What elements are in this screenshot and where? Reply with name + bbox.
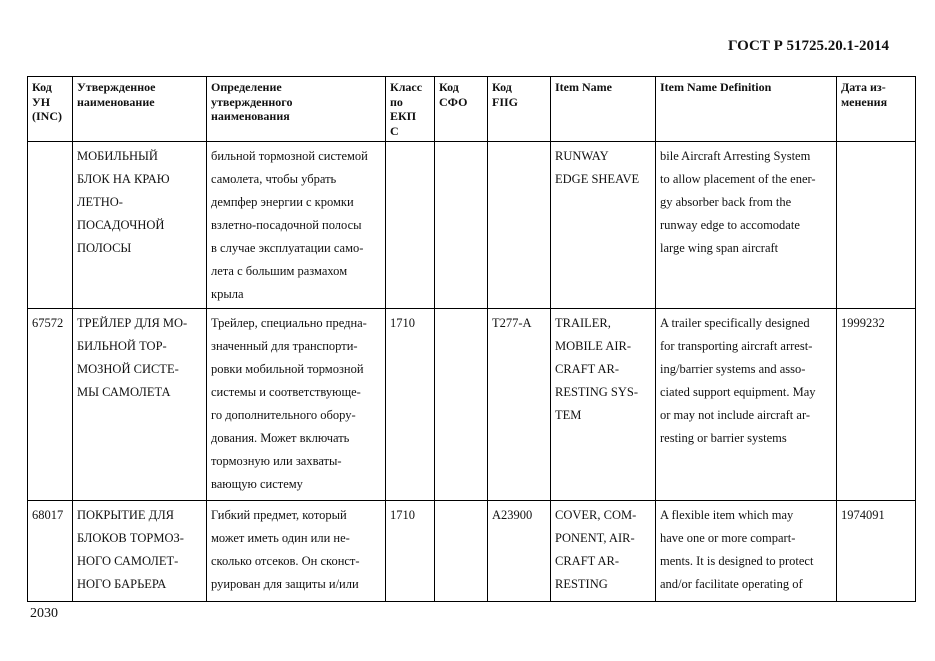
cell-line: НОГО САМОЛЕТ- <box>77 554 179 568</box>
cell-line: ТРЕЙЛЕР ДЛЯ МО- <box>77 316 188 330</box>
cell-line: ПОКРЫТИЕ ДЛЯ <box>77 508 175 522</box>
cell-class <box>386 309 435 501</box>
cell-line: крыла <box>211 287 244 301</box>
cell-line: gy absorber back from the <box>660 195 792 209</box>
cell-line: МОЗНОЙ СИСТЕ- <box>77 362 179 376</box>
cell-value: 1974091 <box>841 508 885 522</box>
cell-line: and/or facilitate operating of <box>660 577 803 591</box>
cell-line: A flexible item which may <box>660 508 794 522</box>
cell-value: 68017 <box>32 508 64 522</box>
header-row <box>28 77 916 142</box>
cell-line: бильной тормозной системой <box>211 149 368 163</box>
cell-definition <box>207 501 386 602</box>
cell-line: for transporting aircraft arrest- <box>660 339 813 353</box>
header-line: УН <box>32 94 51 109</box>
cell-line: Трейлер, специально предна- <box>211 316 367 330</box>
cell-item-def <box>656 309 837 501</box>
cell-fiig <box>488 309 551 501</box>
header-line: наименование <box>77 94 155 109</box>
cell-line: ЛЕТНО- <box>77 195 123 209</box>
header-line: Определение <box>211 80 282 94</box>
cell-fiig <box>488 501 551 602</box>
header-line: по <box>390 94 403 109</box>
header-item-name <box>551 77 656 142</box>
header-line: Утвержденное <box>77 80 156 94</box>
cell-line: A trailer specifically designed <box>660 316 810 330</box>
cell-class <box>386 501 435 602</box>
header-line: ЕКП <box>390 109 417 123</box>
cell-name <box>73 501 207 602</box>
cell-line: runway edge to accomodate <box>660 218 800 232</box>
cell-line: resting or barrier systems <box>660 431 787 445</box>
header-line: Класс <box>390 80 423 94</box>
cell-line: сколько отсеков. Он сконст- <box>211 554 360 568</box>
cell-line: лета с большим размахом <box>211 264 348 278</box>
cell-line: Гибкий предмет, который <box>211 508 347 522</box>
header-line: Код <box>492 80 512 94</box>
cell-name <box>73 309 207 501</box>
cell-line: МОБИЛЬНЫЙ <box>77 149 158 163</box>
cell-value: 1999232 <box>841 316 885 330</box>
header-class <box>386 77 435 142</box>
cell-line: дования. Может включать <box>211 431 350 445</box>
header-line: СФО <box>439 94 468 109</box>
cell-line: have one or more compart- <box>660 531 796 545</box>
header-line: С <box>390 123 399 138</box>
cell-line: TRAILER, <box>555 316 611 330</box>
cell-line: CRAFT AR- <box>555 554 620 568</box>
cell-date <box>837 309 916 501</box>
cell-line: ПОСАДОЧНОЙ <box>77 218 165 232</box>
cell-value: 1710 <box>390 508 415 522</box>
cell-line: самолета, чтобы убрать <box>211 172 337 186</box>
header-item-def <box>656 77 837 142</box>
cell-line: RESTING SYS- <box>555 385 638 399</box>
cell-class <box>386 142 435 309</box>
cell-line: CRAFT AR- <box>555 362 620 376</box>
table-row <box>28 309 916 501</box>
header-date <box>837 77 916 142</box>
table-row <box>28 142 916 309</box>
cell-inc <box>28 501 73 602</box>
header-line: Item Name Definition <box>660 80 772 94</box>
cell-line: взлетно-посадочной полосы <box>211 218 362 232</box>
cell-item-name <box>551 501 656 602</box>
cell-line: в случае эксплуатации само- <box>211 241 364 255</box>
standard-number: ГОСТ Р 51725.20.1-2014 <box>727 38 889 54</box>
header-line: Код <box>32 80 52 94</box>
cell-line: может иметь один или не- <box>211 531 350 545</box>
cell-fiig <box>488 142 551 309</box>
cell-date <box>837 501 916 602</box>
cell-line: or may not include aircraft ar- <box>660 408 811 422</box>
cell-line: MOBILE AIR- <box>555 339 632 353</box>
cell-line: large wing span aircraft <box>660 241 779 255</box>
cell-sfo <box>435 142 488 309</box>
cell-inc <box>28 309 73 501</box>
header-sfo <box>435 77 488 142</box>
page-number: 2030 <box>30 606 58 621</box>
header-line: FIIG <box>492 94 519 109</box>
cell-line: БЛОКОВ ТОРМОЗ- <box>77 531 184 545</box>
header-line: (INC) <box>32 109 62 123</box>
header-line: Дата из- <box>841 80 886 94</box>
cell-value: T277-A <box>492 316 532 330</box>
cell-line: EDGE SHEAVE <box>555 172 640 186</box>
header-line: наименования <box>211 109 290 123</box>
cell-line: системы и соответствующе- <box>211 385 361 399</box>
cell-line: НОГО БАРЬЕРА <box>77 577 167 591</box>
header-definition <box>207 77 386 142</box>
header-name <box>73 77 207 142</box>
header-line: Код <box>439 80 459 94</box>
cell-line: МЫ САМОЛЕТА <box>77 385 171 399</box>
cell-line: PONENT, AIR- <box>555 531 635 545</box>
header-fiig <box>488 77 551 142</box>
cell-line: тормозную или захваты- <box>211 454 342 468</box>
cell-line: БИЛЬНОЙ ТОР- <box>77 339 167 353</box>
cell-line: COVER, COM- <box>555 508 637 522</box>
cell-line: ciated support equipment. May <box>660 385 816 399</box>
cell-line: вающую систему <box>211 477 303 491</box>
cell-line: RESTING <box>555 577 608 591</box>
cell-definition <box>207 309 386 501</box>
cell-item-def <box>656 142 837 309</box>
cell-line: RUNWAY <box>555 149 609 163</box>
cell-line: БЛОК НА КРАЮ <box>77 172 170 186</box>
cell-line: TEM <box>555 408 582 422</box>
cell-sfo <box>435 501 488 602</box>
cell-value: A23900 <box>492 508 533 522</box>
cell-inc <box>28 142 73 309</box>
header-inc <box>28 77 73 142</box>
cell-definition <box>207 142 386 309</box>
cell-line: демпфер энергии с кромки <box>211 195 354 209</box>
cell-line: значенный для транспорти- <box>211 339 358 353</box>
cell-item-name <box>551 142 656 309</box>
header-line: Item Name <box>555 80 612 94</box>
cell-sfo <box>435 309 488 501</box>
cell-date <box>837 142 916 309</box>
cell-line: ровки мобильной тормозной <box>211 362 364 376</box>
cell-line: го дополнительного обору- <box>211 408 356 422</box>
table-row <box>28 501 916 602</box>
cell-line: ПОЛОСЫ <box>77 241 132 255</box>
cell-name <box>73 142 207 309</box>
nomenclature-table <box>27 76 916 602</box>
header-line: менения <box>841 94 888 109</box>
cell-value: 1710 <box>390 316 415 330</box>
cell-line: руирован для защиты и/или <box>211 577 359 591</box>
cell-item-name <box>551 309 656 501</box>
cell-line: ments. It is designed to protect <box>660 554 814 568</box>
cell-value: 67572 <box>32 316 64 330</box>
cell-line: ing/barrier systems and asso- <box>660 362 806 376</box>
cell-item-def <box>656 501 837 602</box>
header-line: утвержденного <box>211 94 293 109</box>
cell-line: to allow placement of the ener- <box>660 172 816 186</box>
cell-line: bile Aircraft Arresting System <box>660 149 811 163</box>
